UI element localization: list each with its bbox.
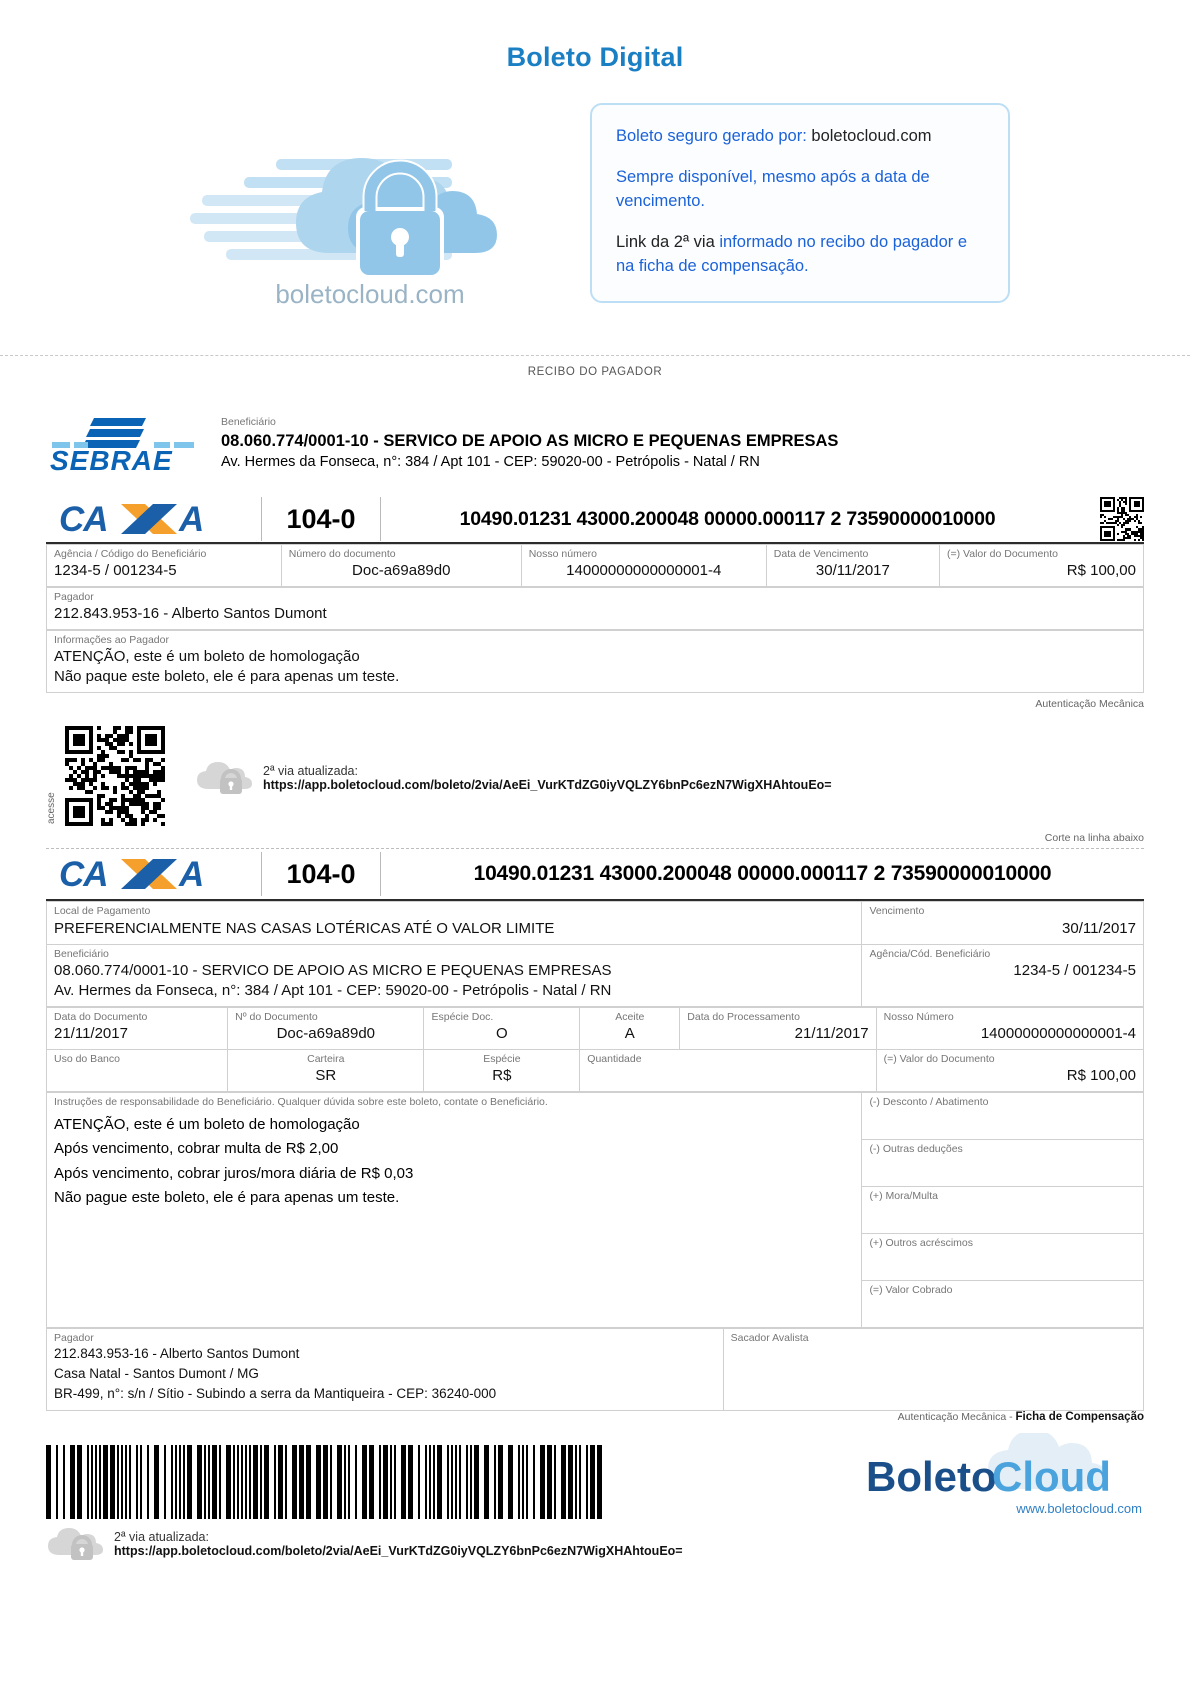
caixa-logo xyxy=(46,500,261,538)
ficha-field-agencia: Agência/Cód. Beneficiário 1234-5 / 001234-5 xyxy=(862,944,1144,1006)
ficha-linha-digitavel: 10490.01231 43000.200048 00000.000117 2 73590000010000 xyxy=(473,862,1052,886)
ficha-field-sacador: Sacador Avalista xyxy=(723,1328,1143,1410)
recibo-via2 xyxy=(195,761,832,795)
ficha-local-pagamento-table xyxy=(46,901,1144,1006)
recibo-field-agencia: Agência / Código do Beneficiário 1234-5 / 001234-5 xyxy=(47,545,282,587)
recibo-fields-row xyxy=(47,545,1144,587)
footer-url: www.boletocloud.com xyxy=(1016,1501,1142,1516)
ficha-field-aceite: Aceite A xyxy=(580,1007,680,1049)
recibo-bank-header xyxy=(46,496,1144,544)
recibo-beneficiario-endereco: Av. Hermes da Fonseca, n°: 384 / Apt 101 - CEP: 59020-00 - Petrópolis - Natal / RN xyxy=(221,454,760,471)
ficha-bank-code: 104-0 xyxy=(261,852,381,896)
ficha-footer xyxy=(46,1433,1144,1519)
info-line-2: Sempre disponível, mesmo após a data de vencimento. xyxy=(616,167,930,210)
ficha-autenticacao: Autenticação Mecânica - Ficha de Compensação xyxy=(897,1411,1144,1423)
ficha-via2 xyxy=(46,1527,1144,1561)
svg-text:CA: CA xyxy=(58,855,108,894)
ficha-field-carteira: Carteira SR xyxy=(228,1049,424,1091)
svg-text:A: A xyxy=(178,855,204,894)
svg-text:SEBRAE: SEBRAE xyxy=(50,445,173,474)
cloud-logo-text: boletocloud.com xyxy=(275,279,465,309)
info-line-1: Boleto seguro gerado por: boletocloud.com xyxy=(616,127,932,145)
recibo-via2-title: 2ª via atualizada: xyxy=(263,764,358,779)
ficha-field-beneficiario: Beneficiário 08.060.774/0001-10 - SERVICO DE APOIO AS MICRO E PEQUENAS EMPRESAS Av. Hermes da Fonseca, n°: 384 / Apt 101 - CEP: 59020-00 - Petrópolis - Natal / RN xyxy=(47,944,862,1006)
recibo-qr-code[interactable] xyxy=(65,726,165,826)
ficha-instrucao-line: Após vencimento, cobrar multa de R$ 2,00 xyxy=(54,1140,339,1158)
svg-text:Boleto: Boleto xyxy=(866,1453,997,1500)
recibo-field-valor: (=) Valor do Documento R$ 100,00 xyxy=(939,545,1143,587)
ficha-field-quantidade: Quantidade xyxy=(580,1049,876,1091)
recibo-field-numero-documento: Número do documento Doc-a69a89d0 xyxy=(281,545,521,587)
recibo-section xyxy=(0,412,1190,844)
recibo-field-nosso-numero: Nosso número 14000000000000001-4 xyxy=(521,545,766,587)
ficha-via2-url[interactable]: https://app.boletocloud.com/boleto/2via/AeEi_VurKTdZG0iyVQLZY6bnPc6ezN7WigXHAhtouEo= xyxy=(114,1544,683,1558)
ficha-field-n-documento: Nº do Documento Doc-a69a89d0 xyxy=(228,1007,424,1049)
ficha-instrucoes-table xyxy=(46,1092,1144,1328)
boletocloud-logo xyxy=(180,103,560,313)
recibo-informacoes-table xyxy=(46,630,1144,693)
recibo-beneficiario-label: Beneficiário xyxy=(221,415,276,428)
recibo-qr-block xyxy=(46,726,1144,826)
ficha-section xyxy=(0,849,1190,1561)
ficha-field-especie: Espécie R$ xyxy=(424,1049,580,1091)
ficha-field-outras-deducoes: (-) Outras deduções xyxy=(862,1139,1144,1186)
ficha-row3-table xyxy=(46,1007,1144,1092)
svg-text:Cloud: Cloud xyxy=(992,1453,1111,1500)
page-title: Boleto Digital xyxy=(506,42,684,72)
ficha-field-uso-banco: Uso do Banco xyxy=(47,1049,228,1091)
boletocloud-footer-logo xyxy=(864,1433,1144,1519)
header-hero xyxy=(0,103,1190,313)
recibo-beneficiario-nome: 08.060.774/0001-10 - SERVICO DE APOIO AS MICRO E PEQUENAS EMPRESAS xyxy=(221,432,839,451)
cloud-lock-icon xyxy=(195,761,253,795)
recibo-via2-url[interactable]: https://app.boletocloud.com/boleto/2via/AeEi_VurKTdZG0iyVQLZY6bnPc6ezN7WigXHAhtouEo= xyxy=(263,778,832,793)
acesse-label: acesse xyxy=(46,792,57,825)
recibo-pagador-table xyxy=(46,587,1144,630)
recibo-qr-small xyxy=(1074,497,1144,541)
recibo-field-vencimento: Data de Vencimento 30/11/2017 xyxy=(766,545,939,587)
ficha-field-valor-doc: (=) Valor do Documento R$ 100,00 xyxy=(876,1049,1143,1091)
security-info-box xyxy=(590,103,1010,303)
ficha-field-data-processamento: Data do Processamento 21/11/2017 xyxy=(680,1007,876,1049)
ficha-field-desconto: (-) Desconto / Abatimento xyxy=(862,1092,1144,1139)
caixa-logo-ficha xyxy=(46,855,261,893)
recibo-bank-code: 104-0 xyxy=(261,497,381,541)
ficha-field-data-documento: Data do Documento 21/11/2017 xyxy=(47,1007,228,1049)
ficha-instrucao-line: Após vencimento, cobrar juros/mora diária de R$ 0,03 xyxy=(54,1164,414,1182)
ficha-bank-header xyxy=(46,849,1144,901)
svg-text:CA: CA xyxy=(58,500,108,538)
ficha-pagador-table xyxy=(46,1328,1144,1411)
corte-label: Corte na linha abaixo xyxy=(1044,832,1144,845)
barcode xyxy=(46,1445,607,1519)
ficha-field-mora-multa: (+) Mora/Multa xyxy=(862,1186,1144,1233)
ficha-field-vencimento: Vencimento 30/11/2017 xyxy=(862,902,1144,944)
ficha-field-nosso-numero: Nosso Número 14000000000000001-4 xyxy=(876,1007,1143,1049)
svg-text:A: A xyxy=(178,500,204,538)
recibo-field-pagador: Pagador 212.843.953-16 - Alberto Santos Dumont xyxy=(47,588,1144,630)
recibo-fields-table xyxy=(46,544,1144,587)
info-line-3: Link da 2ª via informado no recibo do pagador e na ficha de compensação. xyxy=(616,232,968,275)
sebrae-logo xyxy=(46,412,201,474)
ficha-field-pagador: Pagador 212.843.953-16 - Alberto Santos Dumont Casa Natal - Santos Dumont / MG BR-499, n°: s/n / Sítio - Subindo a serra da Mantiqueira - CEP: 36240-000 xyxy=(47,1328,724,1410)
ficha-field-local-pagamento: Local de Pagamento PREFERENCIALMENTE NAS CASAS LOTÉRICAS ATÉ O VALOR LIMITE xyxy=(47,902,862,944)
ficha-field-instrucoes: Instruções de responsabilidade do Beneficiário. Qualquer dúvida sobre este boleto, contate o Beneficiário. ATENÇÃO, este é um boleto de homologação Após vencimento, cobrar multa de R$ 2,00 Após vencimento, cobrar juros/mora diária de R$ 0,03 Não pague este boleto, ele é para apenas um teste. xyxy=(47,1092,862,1327)
ficha-via2-title: 2ª via atualizada: xyxy=(114,1530,209,1544)
ficha-instrucao-line: ATENÇÃO, este é um boleto de homologação xyxy=(54,1116,360,1133)
ficha-field-outros-acrescimos: (+) Outros acréscimos xyxy=(862,1233,1144,1280)
ficha-instrucao-line: Não pague este boleto, ele é para apenas um teste. xyxy=(54,1188,400,1206)
recibo-section-title: RECIBO DO PAGADOR xyxy=(527,366,663,378)
recibo-field-informacoes: Informações ao Pagador ATENÇÃO, este é um boleto de homologação Não paque este boleto, ele é para apenas um teste. xyxy=(47,631,1144,693)
recibo-linha-digitavel: 10490.01231 43000.200048 00000.000117 2 73590000010000 xyxy=(459,507,996,530)
cloud-lock-icon-footer xyxy=(46,1527,104,1561)
divider-dashed-top xyxy=(0,355,1190,356)
recibo-autenticacao-mecanica: Autenticação Mecânica xyxy=(1035,698,1144,711)
ficha-field-valor-cobrado: (=) Valor Cobrado xyxy=(862,1280,1144,1327)
ficha-field-especie-doc: Espécie Doc. O xyxy=(424,1007,580,1049)
recibo-beneficiario-row xyxy=(46,412,1144,474)
